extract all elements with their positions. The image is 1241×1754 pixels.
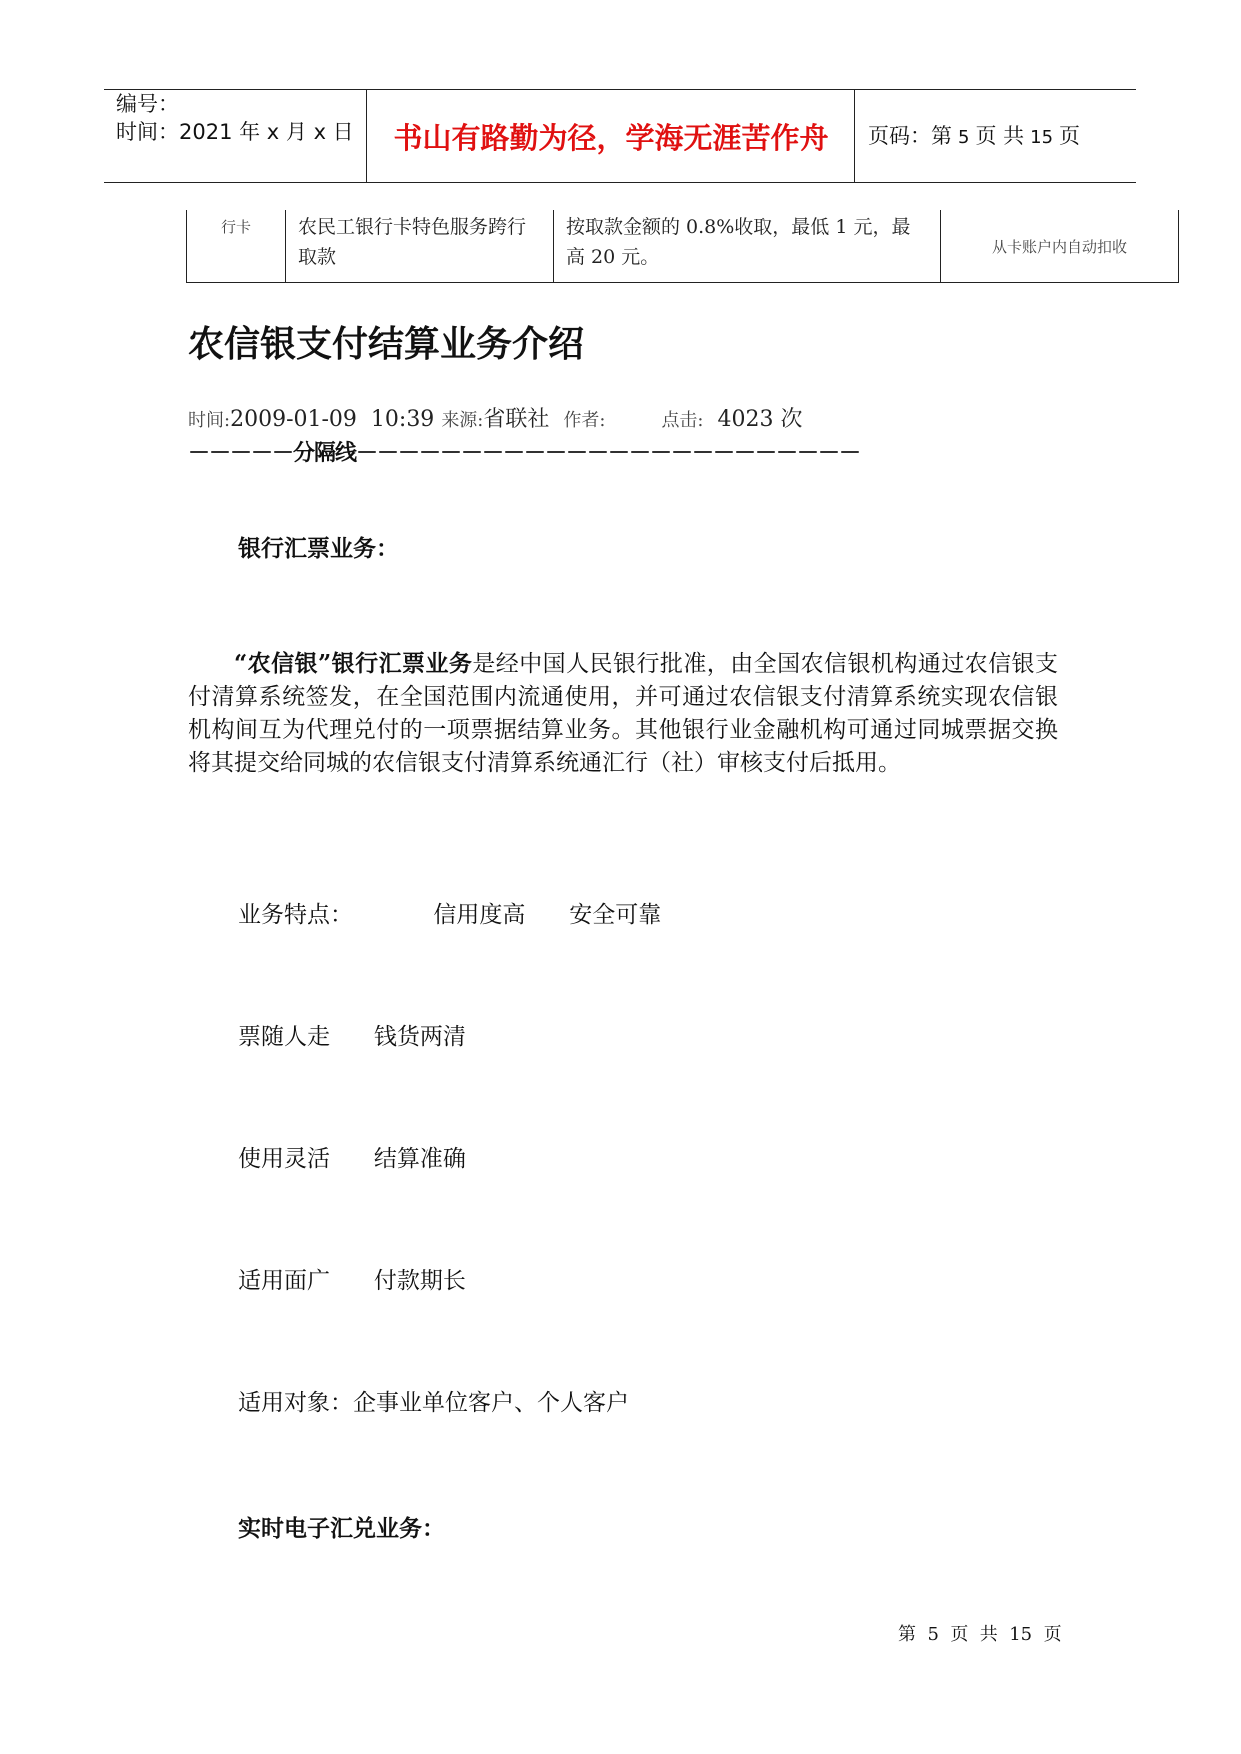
features-line bbox=[238, 896, 661, 929]
divider-line: －－－－－分隔线－－－－－－－－－－－－－－－－－－－－－－－－ bbox=[188, 441, 861, 466]
article-title: 农信银支付结算业务介绍 bbox=[188, 323, 585, 365]
paragraph-body: 是经中国人民银行批准，由全国农信银机构通过农信银支付清算系统签发，在全国范围内流通使用，并可通过农信银支付清算系统实现农信银机构间互为代理兑付的一项票据结算业务。其他银行业金融机构可通过同城票据交换将其提交给同城的农信银支付清算系统通汇行（社）审核支付后抵用。 bbox=[188, 651, 1058, 776]
fee-table bbox=[186, 210, 1179, 283]
feature-line-4: 适用面广 付款期长 bbox=[238, 1268, 466, 1294]
cell-fee: 按取款金额的 0.8%收取，最低 1 元，最高 20 元。 bbox=[554, 210, 941, 283]
page-current: 5 bbox=[958, 127, 970, 148]
page-middle: 页 共 bbox=[975, 124, 1025, 148]
meta-clicks-label: 点击: bbox=[661, 410, 704, 431]
meta-time-label: 时间: bbox=[188, 410, 231, 431]
header-divider-1 bbox=[366, 90, 367, 182]
page-prefix: 页码：第 bbox=[868, 124, 952, 148]
meta-author-label: 作者: bbox=[563, 410, 606, 431]
meta-clicks-value: 4023 次 bbox=[717, 407, 803, 432]
table-row bbox=[187, 210, 1179, 283]
header-bottom-rule bbox=[104, 182, 1136, 183]
header-page-indicator bbox=[868, 120, 1080, 150]
feature-item-2: 安全可靠 bbox=[569, 902, 662, 928]
target-clients-line: 适用对象：企事业单位客户、个人客户 bbox=[238, 1390, 629, 1416]
meta-time-value: 2009-01-09 10:39 bbox=[230, 407, 435, 432]
features-label: 业务特点： bbox=[238, 902, 353, 928]
document-number-label: 编号： bbox=[116, 92, 179, 116]
meta-source-label: 来源: bbox=[441, 410, 484, 431]
document-time: 时间：2021 年 x 月 x 日 bbox=[116, 120, 354, 144]
section-heading-e-remittance: 实时电子汇兑业务： bbox=[238, 1515, 445, 1542]
cell-charge-method: 从卡账户内自动扣收 bbox=[941, 210, 1179, 283]
section-heading-bank-draft: 银行汇票业务： bbox=[238, 535, 399, 562]
header-divider-2 bbox=[854, 90, 855, 182]
cell-card-type: 行卡 bbox=[187, 210, 286, 283]
feature-line-2: 票随人走 钱货两清 bbox=[238, 1024, 466, 1050]
page-suffix: 页 bbox=[1059, 124, 1081, 148]
bank-draft-paragraph bbox=[188, 647, 1058, 780]
paragraph-bold-lead: “农信银”银行汇票业务 bbox=[234, 650, 473, 677]
meta-source-value: 省联社 bbox=[483, 407, 550, 432]
cell-service: 农民工银行卡特色服务跨行取款 bbox=[286, 210, 554, 283]
header-motto: 书山有路勤为径，学海无涯苦作舟 bbox=[393, 120, 829, 155]
header-info bbox=[116, 90, 366, 146]
page-footer: 第 5 页 共 15 页 bbox=[898, 1624, 1062, 1645]
article-meta bbox=[188, 402, 803, 433]
feature-item-1: 信用度高 bbox=[433, 902, 526, 928]
page-total: 15 bbox=[1030, 127, 1054, 148]
feature-line-3: 使用灵活 结算准确 bbox=[238, 1146, 466, 1172]
